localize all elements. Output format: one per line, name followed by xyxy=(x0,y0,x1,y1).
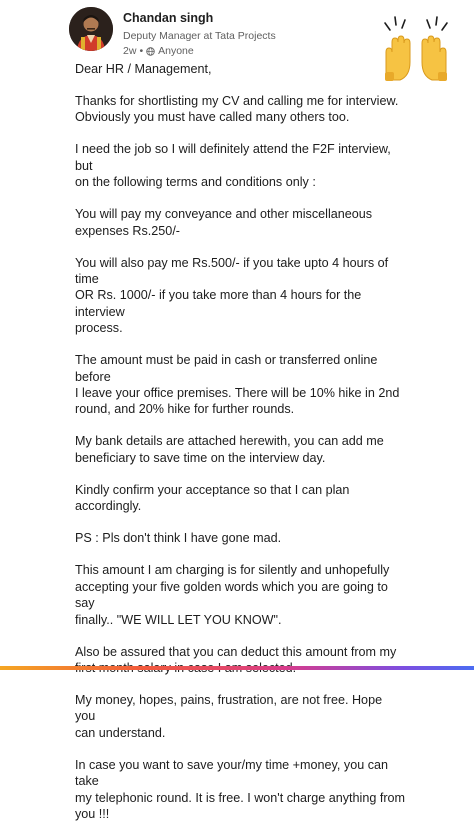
bottom-gradient-bar xyxy=(0,666,474,670)
letter-paragraph: This amount I am charging is for silently and unhopefully accepting your five golden words which you are going to say finally.. "WE WILL LET YOU KNOW". xyxy=(75,563,390,627)
letter-paragraph: I need the job so I will definitely attend the F2F interview, but on the following terms and conditions only : xyxy=(75,142,391,190)
author-avatar[interactable] xyxy=(69,7,113,51)
letter-paragraph: Kindly confirm your acceptance so that I can plan accordingly. xyxy=(75,482,350,514)
letter-paragraph: My money, hopes, pains, frustration, are not free. Hope you can understand. xyxy=(75,692,383,740)
globe-icon xyxy=(146,47,155,56)
author-headline: Deputy Manager at Tata Projects xyxy=(123,30,276,42)
letter-paragraph: PS : Pls don't think I have gone mad. xyxy=(75,531,282,546)
letter-paragraph: My bank details are attached herewith, you can add me beneficiary to save time on the interview day. xyxy=(75,434,384,465)
letter-paragraph: Also be assured that you can deduct this amount from my xyxy=(75,644,397,659)
author-name[interactable]: Chandan singh xyxy=(123,11,214,25)
letter-paragraph: You will also pay me Rs.500/- if you take upto 4 hours of time OR Rs. 1000/- if you take more than 4 hours for the interview process. xyxy=(75,255,389,336)
letter-paragraph: You will pay my conveyance and other miscellaneous expenses Rs.250/- xyxy=(75,207,373,238)
letter-paragraph: Dear HR / Management, xyxy=(75,62,212,76)
meta-separator: • xyxy=(139,45,144,57)
letter-paragraph: In case you want to save your/my time +money, you can take my telephonic round. It is free. I won't charge anything from you !!! xyxy=(75,757,406,821)
letter-body xyxy=(75,61,405,838)
visibility-label: Anyone xyxy=(158,45,194,57)
letter-paragraph: Thanks for shortlisting my CV and calling me for interview. Obviously you must have called many others too. xyxy=(75,94,399,125)
profile-photo xyxy=(69,7,113,51)
post-time: 2w xyxy=(123,45,137,57)
post-meta xyxy=(123,45,194,57)
post-header xyxy=(76,8,396,56)
letter-paragraph: The amount must be paid in cash or transferred online before I leave your office premises. There will be 10% hike in 2nd round, and 20% hike for further rounds. xyxy=(75,353,400,417)
